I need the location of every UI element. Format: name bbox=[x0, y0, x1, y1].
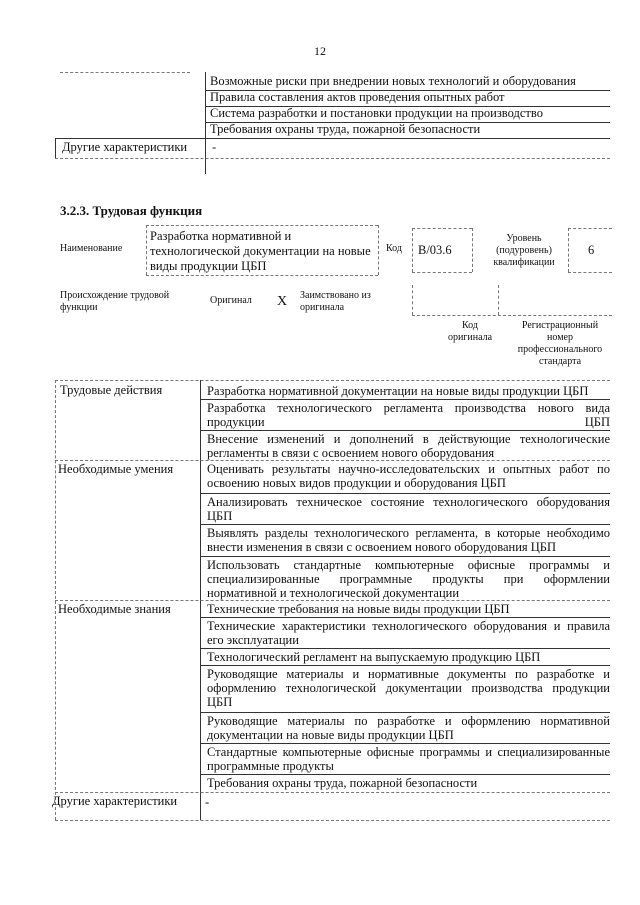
level-value: 6 bbox=[588, 243, 595, 257]
labor-action-item: Разработка технологического регламента производства нового вида продукции ЦБП bbox=[207, 401, 610, 429]
labor-action-item: Разработка нормативной документации на новые виды продукции ЦБП bbox=[207, 384, 589, 398]
page-number: 12 bbox=[314, 44, 326, 58]
other-characteristics-label: Другие характеристики bbox=[62, 140, 188, 154]
top-table-row: Возможные риски при внедрении новых технологий и оборудования bbox=[210, 74, 576, 88]
knowledge-item: Технологический регламент на выпускаемую продукцию ЦБП bbox=[207, 650, 541, 664]
knowledge-item: Стандартные компьютерные офисные программы и специализированные программные продукты bbox=[207, 745, 610, 773]
top-table-row: Требования охраны труда, пожарной безопасности bbox=[210, 122, 481, 136]
top-table-row: Система разработки и постановки продукции на производство bbox=[210, 106, 543, 120]
borrowed-label: Заимствовано из оригинала bbox=[300, 290, 371, 313]
skills-label: Необходимые умения bbox=[58, 462, 174, 476]
original-label: Оригинал bbox=[210, 295, 252, 306]
code-value: B/03.6 bbox=[418, 243, 452, 257]
knowledge-label: Необходимые знания bbox=[58, 602, 171, 616]
other-characteristics-value: - bbox=[205, 795, 210, 809]
skill-item: Использовать стандартные компьютерные офисные программы и специализированные программные продукты при оформлении нормативной и технологической документации bbox=[207, 558, 610, 600]
name-value: Разработка нормативной и технологической документации на новые виды продукции ЦБП bbox=[150, 229, 371, 273]
original-mark: X bbox=[277, 294, 288, 309]
knowledge-item: Руководящие материалы по разработке и оформлению нормативной документации на новые виды продукции ЦБП bbox=[207, 714, 610, 742]
name-label: Наименование bbox=[60, 243, 123, 254]
registration-number-label: Регистрационный номер профессионального стандарта bbox=[517, 320, 603, 367]
code-label: Код bbox=[386, 243, 402, 254]
top-table-row: Правила составления актов проведения опытных работ bbox=[210, 90, 505, 104]
section-title: 3.2.3. Трудовая функция bbox=[60, 203, 203, 218]
knowledge-item: Технические требования на новые виды продукции ЦБП bbox=[207, 602, 510, 616]
knowledge-item: Требования охраны труда, пожарной безопасности bbox=[207, 776, 478, 790]
labor-action-item: Внесение изменений и дополнений в действующие технологические регламенты в связи с освоением нового оборудования bbox=[207, 432, 610, 460]
knowledge-item: Руководящие материалы и нормативные документы по разработке и оформлению технологической документации производства продукции ЦБП bbox=[207, 667, 610, 709]
origin-label: Происхождение трудовой функции bbox=[60, 290, 170, 313]
skill-item: Оценивать результаты научно-исследовательских и опытных работ по освоению новых видов продукции и оборудования ЦБП bbox=[207, 462, 610, 490]
code-original-label: Код оригинала bbox=[447, 320, 493, 343]
other-characteristics-label: Другие характеристики bbox=[52, 794, 178, 808]
knowledge-item: Технические характеристики технологического оборудования и правила его эксплуатации bbox=[207, 619, 610, 647]
skill-item: Анализировать техническое состояние технологического оборудования ЦБП bbox=[207, 495, 610, 523]
skill-item: Выявлять разделы технологического регламента, в которые необходимо внести изменения в связи с освоением нового оборудования ЦБП bbox=[207, 526, 610, 554]
level-label: Уровень (подуровень) квалификации bbox=[493, 233, 555, 268]
other-characteristics-value: - bbox=[212, 140, 217, 154]
labor-actions-label: Трудовые действия bbox=[60, 383, 163, 397]
